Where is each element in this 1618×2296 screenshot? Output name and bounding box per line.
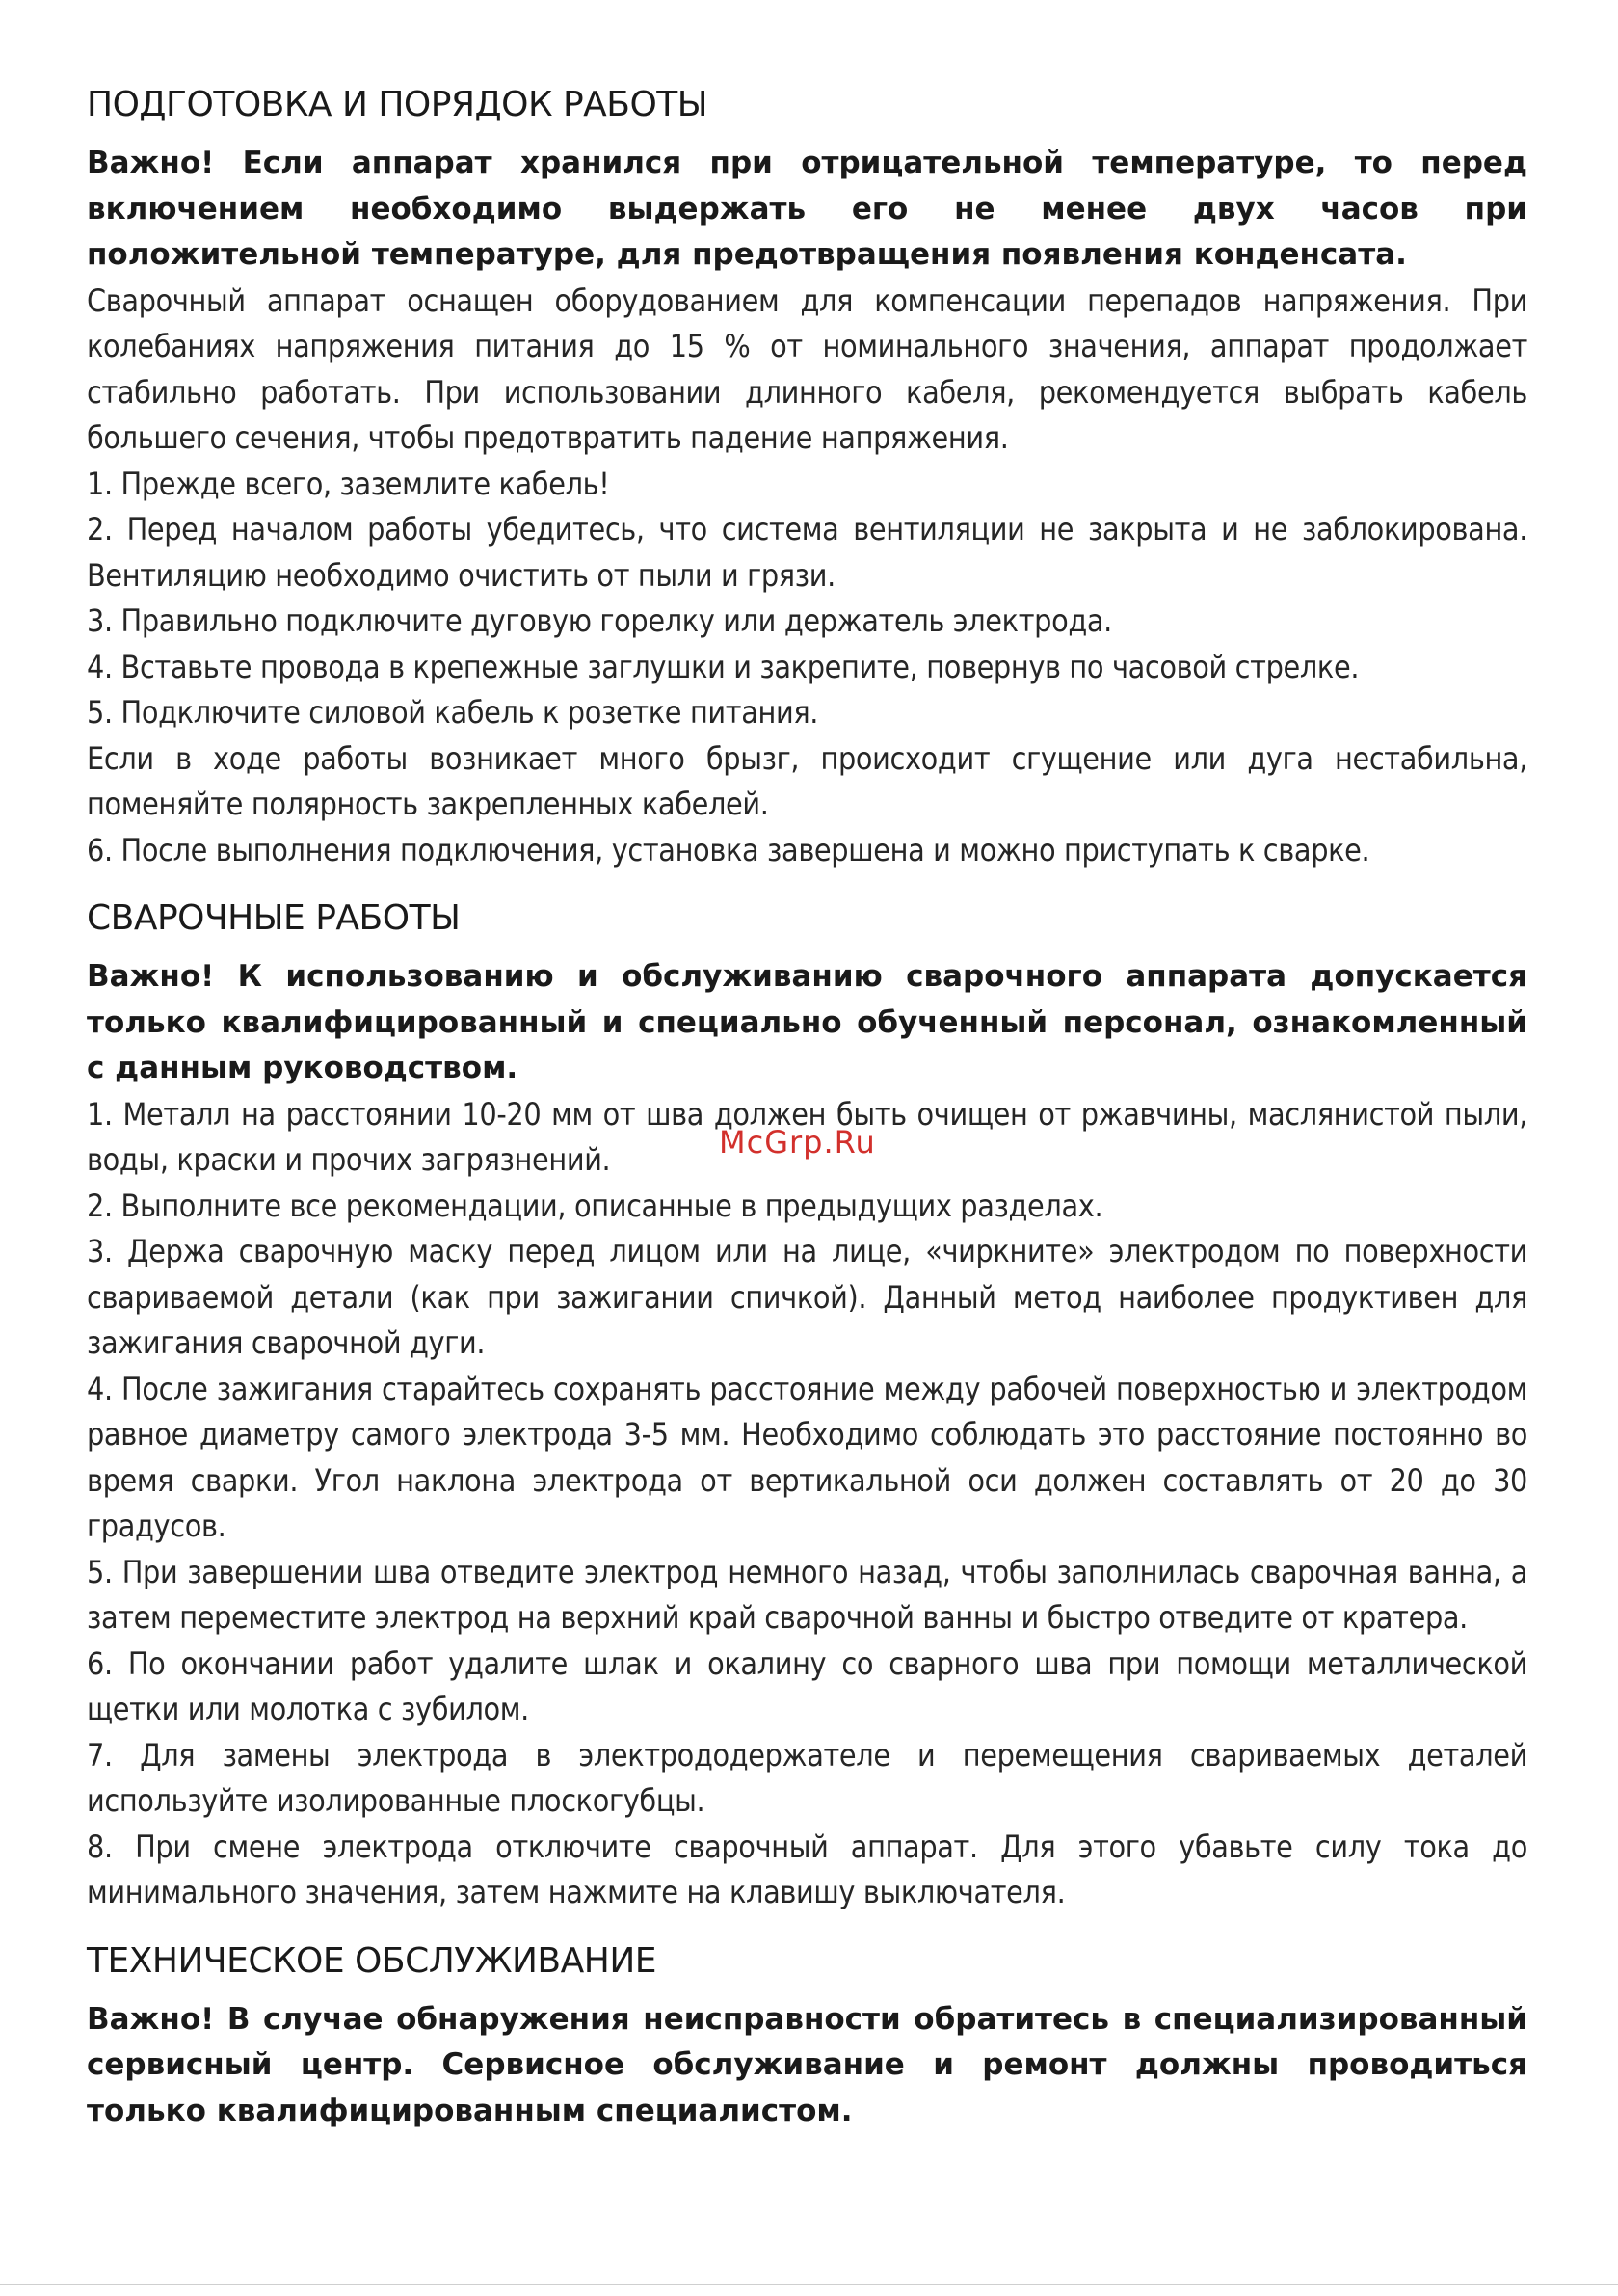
list-item: 5. При завершении шва отведите электрод немного назад, чтобы заполнилась сварочная ванна, а затем переместите электрод на верхний край сварочной ванны и быстро отведите от кратера. — [87, 1553, 1527, 1636]
section-title: ТЕХНИЧЕСКОЕ ОБСЛУЖИВАНИЕ — [87, 1940, 656, 1981]
page-bottom-divider — [0, 2284, 1618, 2285]
important-note: Важно! Если аппарат хранился при отрицательной температуре, то перед включением необходимо выдержать его не менее двух часов при положительной температуре, для предотвращения появления конденсата. — [87, 146, 1527, 272]
list-item: 3. Правильно подключите дуговую горелку или держатель электрода. — [87, 602, 1112, 639]
paragraph: Если в ходе работы возникает много брызг, происходит сгущение или дуга нестабильна, поменяйте полярность закрепленных кабелей. — [87, 739, 1527, 822]
list-item: 2. Перед началом работы убедитесь, что система вентиляции не закрыта и не заблокирована. Вентиляцию необходимо очистить от пыли и грязи. — [87, 511, 1527, 594]
section-preparation — [87, 75, 1527, 873]
important-note: Важно! В случае обнаружения неисправности обратитесь в специализированный сервисный центр. Сервисное обслуживание и ремонт должны проводиться только квалифицированным специалистом. — [87, 2001, 1527, 2128]
paragraph: Сварочный аппарат оснащен оборудованием для компенсации перепадов напряжения. При колебаниях напряжения питания до 15 % от номинального значения, аппарат продолжает стабильно работать. При использовании длинного кабеля, рекомендуется выбрать кабель большего сечения, чтобы предотвратить падение напряжения. — [87, 281, 1527, 456]
section-title: СВАРОЧНЫЕ РАБОТЫ — [87, 898, 461, 938]
section-maintenance — [87, 1932, 1527, 2135]
list-item: 6. По окончании работ удалите шлак и окалину со сварного шва при помощи металлической щетки или молотка с зубилом. — [87, 1644, 1527, 1727]
list-item: 8. При смене электрода отключите сварочный аппарат. Для этого убавьте силу тока до минимального значения, затем нажмите на клавишу выключателя. — [87, 1828, 1527, 1910]
list-item: 5. Подключите силовой кабель к розетке питания. — [87, 694, 819, 731]
list-item: 1. Металл на расстоянии 10-20 мм от шва должен быть очищен от ржавчины, маслянистой пыли, воды, краски и прочих загрязнений. — [87, 1095, 1527, 1178]
section-welding — [87, 889, 1527, 1916]
document-page — [87, 75, 1527, 2149]
list-item: 6. После выполнения подключения, установка завершена и можно приступать к сварке. — [87, 831, 1370, 868]
watermark: McGrp.Ru — [719, 1124, 876, 1161]
list-item: 4. Вставьте провода в крепежные заглушки и закрепите, повернув по часовой стрелке. — [87, 648, 1360, 685]
list-item: 3. Держа сварочную маску перед лицом или на лице, «чиркните» электродом по поверхности свариваемой детали (как при зажигании спичкой). Данный метод наиболее продуктивен для зажигания сварочной дуги. — [87, 1233, 1527, 1361]
list-item: 7. Для замены электрода в электрододержателе и перемещения свариваемых деталей используйте изолированные плоскогубцы. — [87, 1736, 1527, 1819]
list-item: 1. Прежде всего, заземлите кабель! — [87, 465, 610, 502]
list-item: 2. Выполните все рекомендации, описанные в предыдущих разделах. — [87, 1187, 1103, 1224]
section-title: ПОДГОТОВКА И ПОРЯДОК РАБОТЫ — [87, 85, 708, 124]
list-item: 4. После зажигания старайтесь сохранять расстояние между рабочей поверхностью и электродом равное диаметру самого электрода 3-5 мм. Необходимо соблюдать это расстояние постоянно во время сварки. Угол наклона электрода от вертикальной оси должен составлять от 20 до 30 градусов. — [87, 1370, 1527, 1544]
important-note: Важно! К использованию и обслуживанию сварочного аппарата допускается только квалифицированный и специально обученный персонал, ознакомленный с данным руководством. — [87, 959, 1527, 1085]
